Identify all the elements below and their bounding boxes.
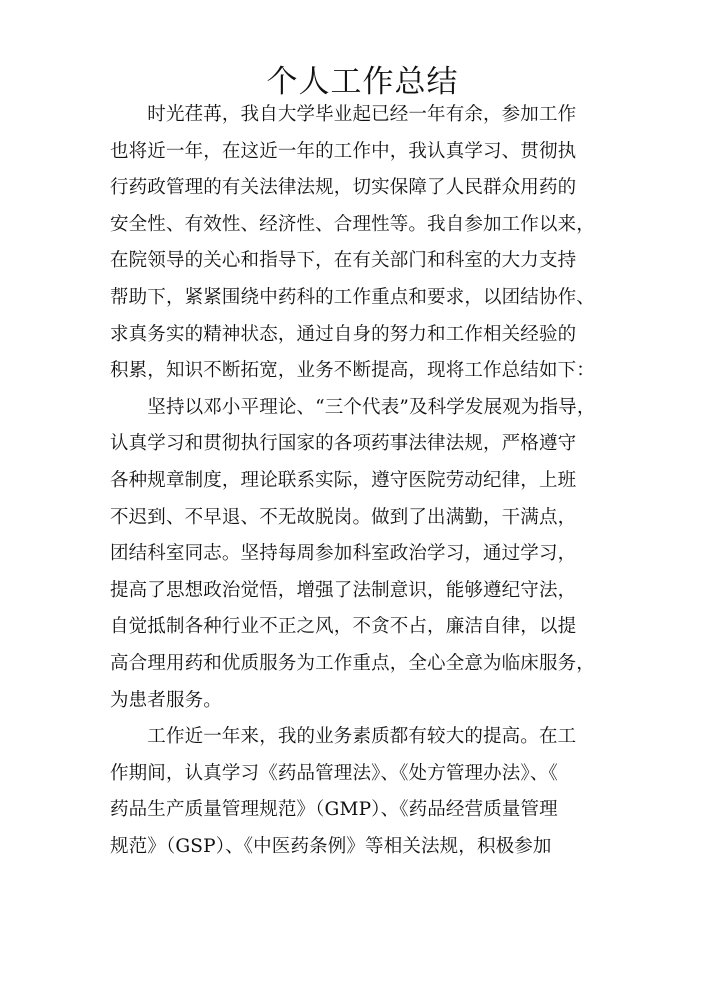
text-line: 在院领导的关心和指导下，在有关部门和科室的大力支持: [110, 250, 577, 272]
text-line: 安全性、有效性、经济性、合理性等。我自参加工作以来，: [110, 213, 595, 235]
text-line: 时光荏苒，我自大学毕业起已经一年有余，参加工作: [110, 104, 577, 125]
text-line: 自觉抵制各种行业不正之风，不贪不占，廉洁自律，以提: [110, 616, 577, 638]
text-line: 认真学习和贯彻执行国家的各项药事法律法规，严格遵守: [110, 433, 577, 455]
document-body: [110, 97, 630, 865]
text-line: 不迟到、不早退、不无故脱岗。做到了出满勤，干满点，: [110, 506, 577, 528]
text-line: 为患者服务。: [110, 689, 222, 711]
text-line: 高合理用药和优质服务为工作重点，全心全意为临床服务，: [110, 652, 595, 674]
text-line: 工作近一年来，我的业务素质都有较大的提高。在工: [110, 726, 577, 748]
text-line: 作期间，认真学习《药品管理法》、《处方管理办法》、《: [110, 762, 558, 784]
document-title: 个人工作总结: [266, 64, 459, 100]
text-line: 提高了思想政治觉悟，增强了法制意识，能够遵纪守法，: [110, 579, 577, 601]
text-line: 药品生产质量管理规范》（GMP）、《药品经营质量管理: [110, 799, 558, 821]
text-line: 各种规章制度，理论联系实际，遵守医院劳动纪律，上班: [110, 469, 577, 491]
text-line: 团结科室同志。坚持每周参加科室政治学习，通过学习，: [110, 543, 577, 565]
text-line: 积累，知识不断拓宽，业务不断提高，现将工作总结如下：: [110, 360, 595, 382]
text-line: 求真务实的精神状态，通过自身的努力和工作相关经验的: [110, 323, 577, 345]
text-line: 也将近一年，在这近一年的工作中，我认真学习、贯彻执: [110, 140, 577, 162]
text-line: 规范》（GSP）、《中医药条例》等相关法规，积极参加: [110, 835, 552, 857]
text-line: 帮助下，紧紧围绕中药科的工作重点和要求，以团结协作、: [110, 286, 595, 308]
text-line: 行药政管理的有关法律法规，切实保障了人民群众用药的: [110, 177, 577, 199]
text-line: 坚持以邓小平理论、“三个代表”及科学发展观为指导，: [110, 396, 596, 418]
